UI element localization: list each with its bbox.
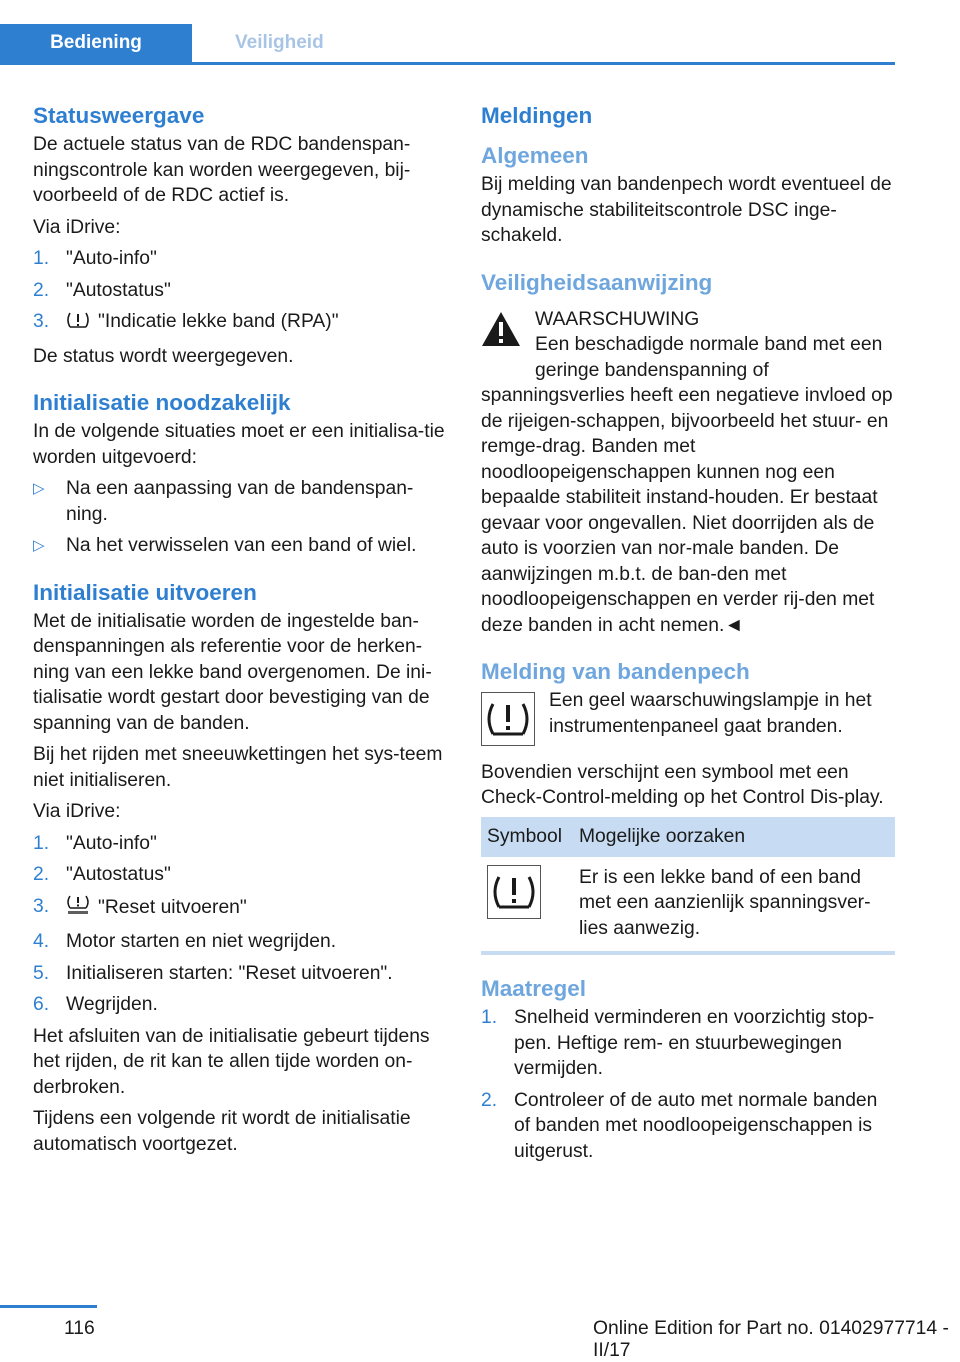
heading-initialisatie-uitvoeren: Initialisatie uitvoeren xyxy=(33,579,257,605)
table-bottom-rule xyxy=(481,951,895,955)
list-item: 2. "Autostatus" xyxy=(33,864,171,885)
list-item: 2. "Autostatus" xyxy=(33,279,171,301)
paragraph: Bij melding van bandenpech wordt eventueel de dynamische stabiliteitscontrole DSC inge-schakeld. xyxy=(481,174,892,246)
paragraph: De actuele status van de RDC bandenspan-ningscontrole kan worden weergegeven, bij-voorbeeld of de RDC actief is. xyxy=(33,134,411,206)
paragraph: Bij het rijden met sneeuwkettingen het sys-teem niet initialiseren. xyxy=(33,744,443,791)
paragraph: Tijdens een volgende rit wordt de initialisatie automatisch voortgezet. xyxy=(33,1108,411,1155)
heading-maatregel: Maatregel xyxy=(481,976,587,1001)
triangle-bullet-icon: ▷ xyxy=(33,537,45,554)
list-item: ▷ Na het verwisselen van een band of wiel. xyxy=(33,533,447,559)
paragraph: In de volgende situaties moet er een initialisa-tie worden uitgevoerd: xyxy=(33,421,445,468)
tire-pressure-warning-icon xyxy=(487,903,541,924)
footer-rule xyxy=(0,1305,97,1308)
list-item: 1. "Auto-info" xyxy=(33,832,157,854)
table-cell: Er is een lekke band of een band met een aanzienlijk spanningsver-lies aanwezig. xyxy=(579,866,871,939)
list-item: 1. "Auto-info" xyxy=(33,248,157,269)
heading-melding-van-bandenpech: Melding van bandenpech xyxy=(481,659,750,684)
heading-initialisatie-noodzakelijk: Initialisatie noodzakelijk xyxy=(33,390,291,415)
paragraph: Het afsluiten van de initialisatie gebeurt tijdens het rijden, de rit kan te allen tijde worden on-derbroken. xyxy=(33,1025,430,1098)
list-item: 3. "Reset uitvoeren" xyxy=(33,894,447,924)
warning-text: Een beschadigde normale band met een geringe bandenspanning of spanningsverlies heeft een negatieve invloed op de rijeigen-schappen, bijvoorbeeld het stuur- en remge-drag. Banden met noodloopeigenschappen kunnen nog een bepaalde stabiliteit instand-houden. Er bestaat gevaar voor ongevallen. Niet doorrijden als de auto is voorzien van nor-male banden. De aanwijzingen m.b.t. de ban-den met noodloopeigenschappen en verder rij-den met deze banden in acht nemen.◄ xyxy=(481,334,893,636)
table-header-symbool: Symbool xyxy=(481,817,573,857)
paragraph: Via iDrive: xyxy=(33,801,121,822)
list-item: 1. Snelheid verminderen en voorzichtig stop-pen. Heftige rem- en stuurbewegingen vermijden. xyxy=(481,1007,875,1079)
paragraph: Een geel waarschuwingslampje in het instrumentenpaneel gaat branden. xyxy=(549,690,872,737)
warning-triangle-icon xyxy=(481,311,521,355)
tab-bediening[interactable]: Bediening xyxy=(0,24,192,62)
paragraph: Met de initialisatie worden de ingestelde ban-denspanningen als referentie voor de herken-ning van een lekke band overgenomen. De ini-tialisatie wordt gestart door bevestiging van de spanning van de banden. xyxy=(33,610,432,734)
page-number: 116 xyxy=(64,1318,95,1339)
section-tabs xyxy=(0,24,895,65)
list-item: 4. Motor starten en niet wegrijden. xyxy=(33,931,337,952)
symbol-table xyxy=(481,817,895,952)
heading-meldingen: Meldingen xyxy=(481,103,593,128)
table-row xyxy=(481,857,895,952)
steps-list xyxy=(33,831,447,1018)
edition-text: Online Edition for Part no. 01402977714 - II/17 xyxy=(593,1318,949,1361)
tire-pressure-warning-icon xyxy=(481,692,535,754)
left-column xyxy=(33,100,447,1163)
list-item: ▷ Na een aanpassing van de bandenspan-ning. xyxy=(33,478,414,525)
triangle-bullet-icon: ▷ xyxy=(33,480,45,497)
list-item: 3. "Indicatie lekke band (RPA)" xyxy=(33,309,447,338)
paragraph: Bovendien verschijnt een symbool met een Check-Control-melding op het Control Dis-play. xyxy=(481,761,884,808)
right-column xyxy=(481,100,895,1170)
warning-block xyxy=(481,307,895,639)
tire-pressure-icon xyxy=(66,310,90,338)
list-item: 5. Initialiseren starten: "Reset uitvoeren". xyxy=(33,962,393,984)
steps-list xyxy=(33,246,447,338)
heading-algemeen: Algemeen xyxy=(481,143,589,168)
table-header-oorzaken: Mogelijke oorzaken xyxy=(573,817,895,857)
paragraph: De status wordt weergegeven. xyxy=(33,345,294,367)
heading-veiligheidsaanwijzing: Veiligheidsaanwijzing xyxy=(481,269,713,295)
list-item: 2. Controleer of de auto met normale banden of banden met noodloopeigenschappen is uitgerust. xyxy=(481,1089,878,1162)
tire-reset-icon xyxy=(66,894,90,924)
tab-veiligheid[interactable]: Veiligheid xyxy=(235,32,324,53)
list-item: 6. Wegrijden. xyxy=(33,994,158,1015)
heading-statusweergave: Statusweergave xyxy=(33,103,205,128)
steps-list xyxy=(481,1005,895,1164)
bullet-list xyxy=(33,476,447,559)
warning-label: WAARSCHUWING xyxy=(535,308,700,330)
paragraph: Via iDrive: xyxy=(33,216,121,238)
